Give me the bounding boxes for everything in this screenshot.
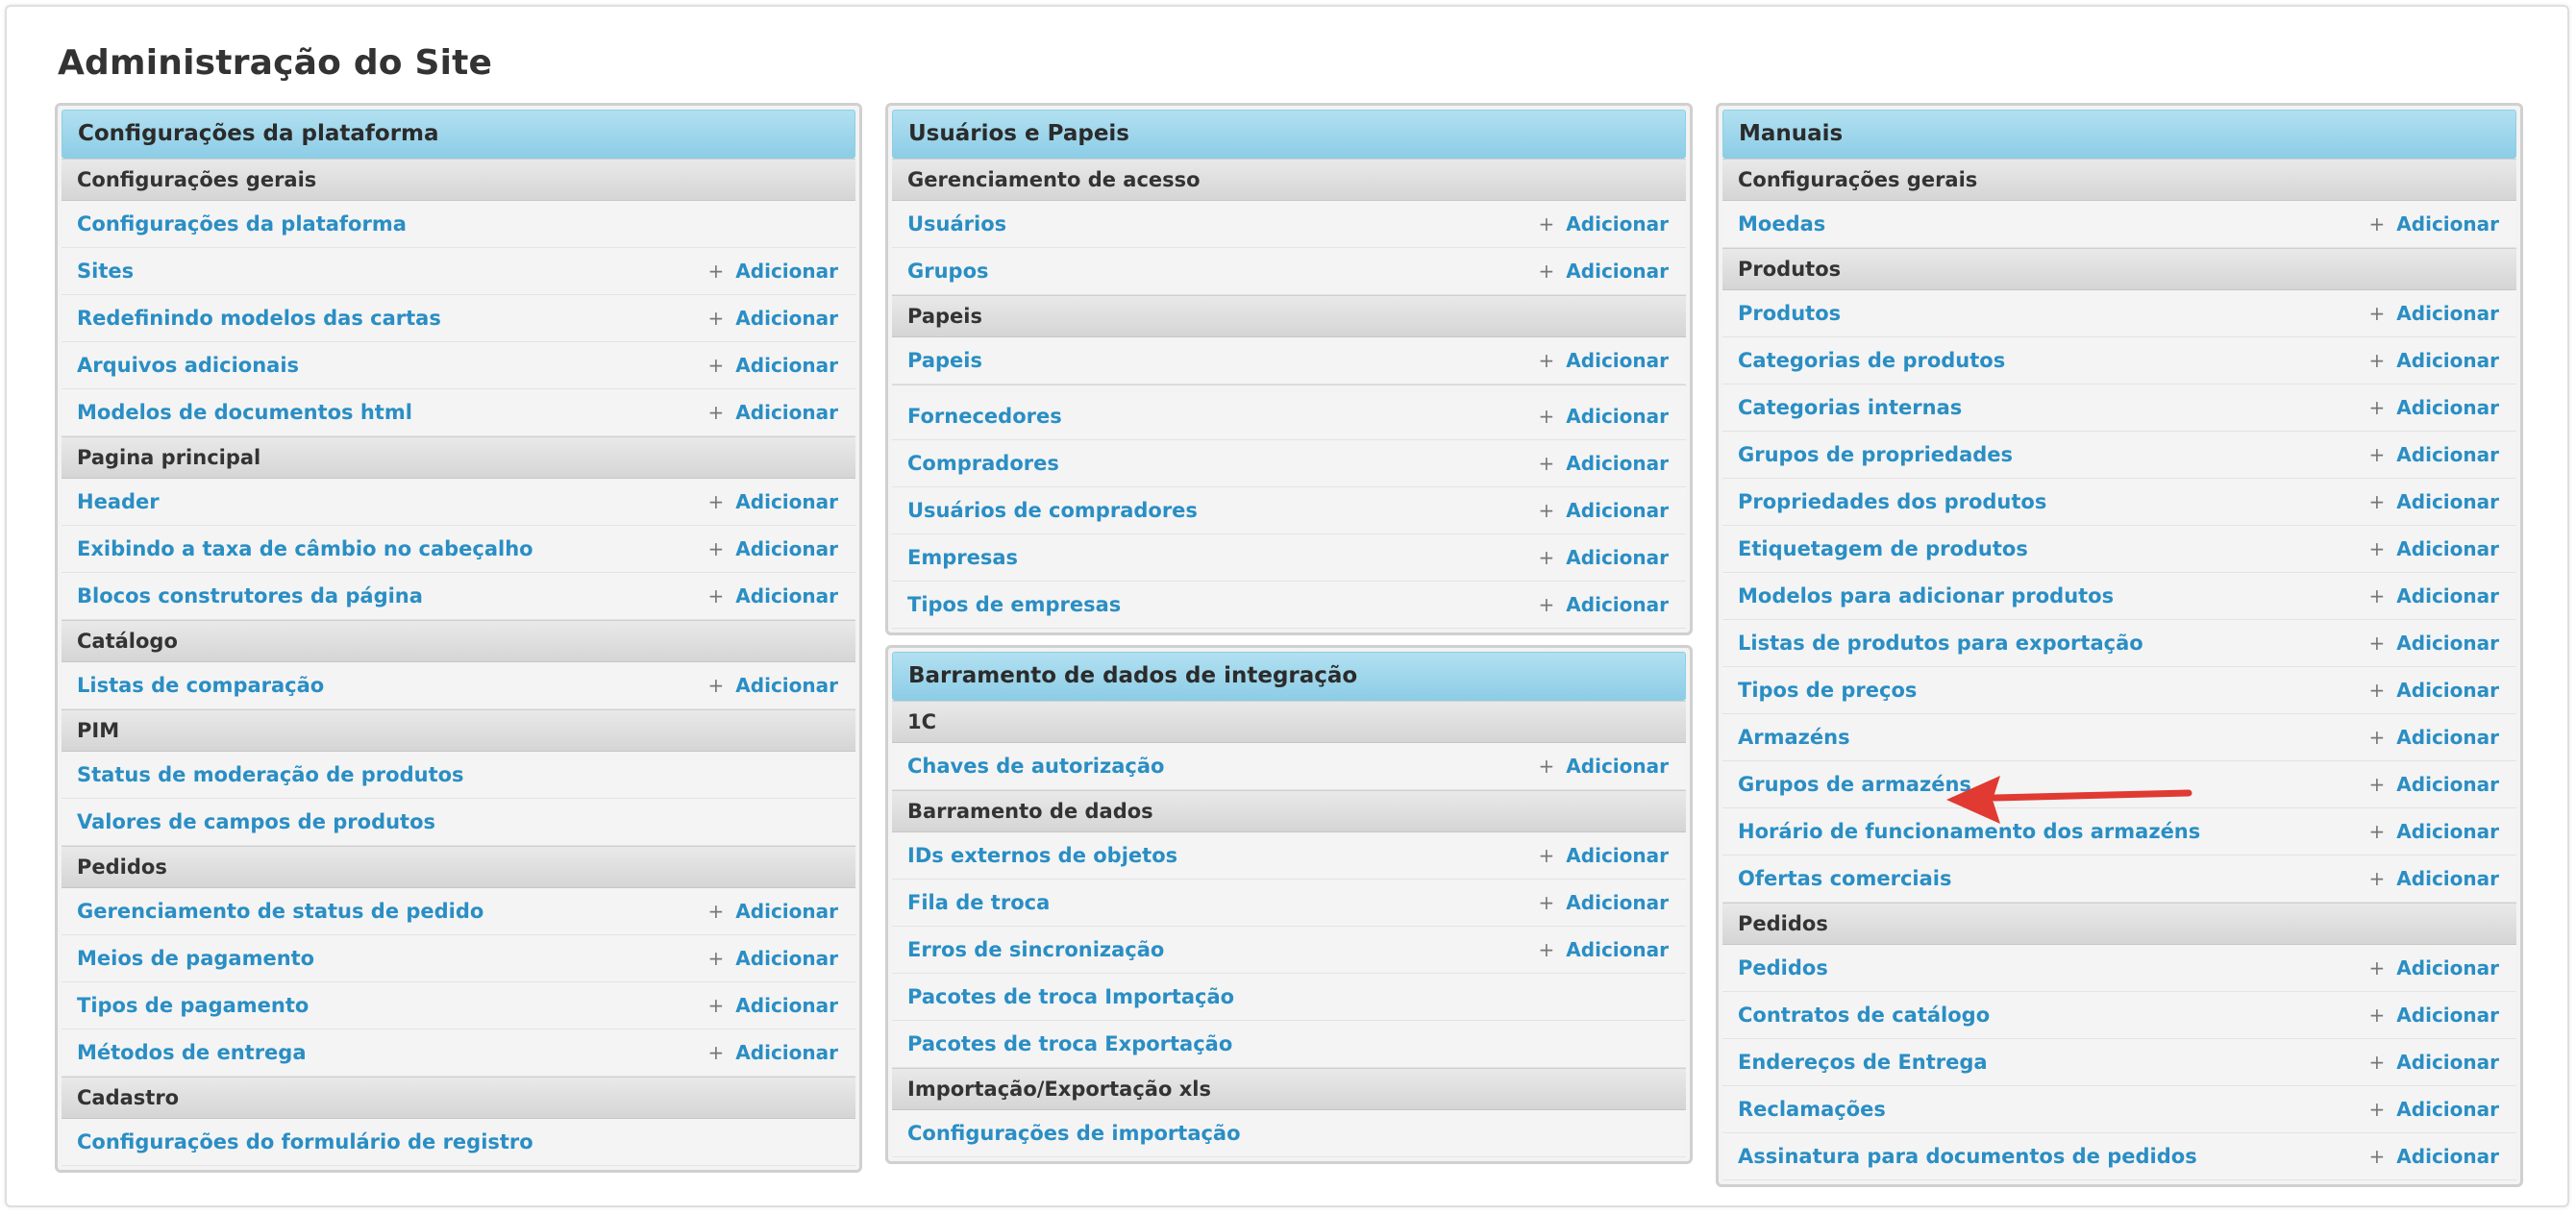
add-button[interactable] (1539, 534, 1669, 581)
add-label: Adicionar (1566, 891, 1669, 914)
add-label: Adicionar (735, 900, 838, 923)
add-label: Adicionar (2396, 349, 2499, 372)
add-label: Adicionar (2396, 956, 2499, 979)
link-configuracoes-do-formulario-de-registro[interactable]: Configurações do formulário de registro (77, 1130, 533, 1153)
add-button[interactable] (1539, 393, 1669, 439)
module-header: Configurações da plataforma (62, 110, 855, 159)
link-assinatura-para-documentos-de-pedidos[interactable]: Assinatura para documentos de pedidos (1738, 1145, 2197, 1168)
add-label: Adicionar (1566, 499, 1669, 522)
list-item (62, 888, 855, 935)
add-button[interactable] (708, 573, 838, 619)
plus-icon: + (1538, 755, 1555, 778)
link-listas-de-comparacao[interactable]: Listas de comparação (77, 674, 325, 697)
add-label: Adicionar (1566, 755, 1669, 778)
plus-icon: + (1538, 844, 1555, 867)
list-item (1722, 201, 2516, 248)
link-metodos-de-entrega[interactable]: Métodos de entrega (77, 1041, 307, 1064)
plus-icon: + (2368, 302, 2386, 325)
link-modelos-para-adicionar-produtos[interactable]: Modelos para adicionar produtos (1738, 584, 2115, 608)
add-button[interactable] (2369, 992, 2499, 1038)
section-header-configuracoes-gerais: Configurações gerais (1722, 159, 2516, 201)
section-header-importacao-exportacao-xls: Importação/Exportação xls (892, 1068, 1686, 1110)
link-valores-de-campos-de-produtos[interactable]: Valores de campos de produtos (77, 810, 436, 833)
link-redefinindo-modelos-das-cartas[interactable]: Redefinindo modelos das cartas (77, 307, 441, 330)
section-header-papeis: Papeis (892, 295, 1686, 337)
list-item (892, 337, 1686, 384)
list-item (62, 389, 855, 436)
list-item (62, 573, 855, 620)
plus-icon: + (2368, 349, 2386, 372)
section-header-pim: PIM (62, 709, 855, 752)
plus-icon: + (2368, 1004, 2386, 1027)
link-chaves-de-autorizacao[interactable]: Chaves de autorização (907, 755, 1165, 778)
list-item (1722, 1039, 2516, 1086)
list-item (62, 526, 855, 573)
link-moedas[interactable]: Moedas (1738, 212, 1826, 236)
plus-icon: + (2368, 584, 2386, 608)
link-listas-de-produtos-para-exportacao[interactable]: Listas de produtos para exportação (1738, 632, 2143, 655)
plus-icon: + (2368, 1098, 2386, 1121)
link-tipos-de-precos[interactable]: Tipos de preços (1738, 679, 1918, 702)
plus-icon: + (2368, 632, 2386, 655)
add-label: Adicionar (1566, 260, 1669, 283)
plus-icon: + (707, 900, 725, 923)
add-label: Adicionar (735, 674, 838, 697)
list-item (1722, 573, 2516, 620)
plus-icon: + (2368, 773, 2386, 796)
plus-icon: + (707, 307, 725, 330)
add-button[interactable] (2369, 337, 2499, 384)
list-item (62, 1119, 855, 1166)
add-button[interactable] (2369, 855, 2499, 902)
plus-icon: + (1538, 349, 1555, 372)
add-button[interactable] (2369, 290, 2499, 336)
add-label: Adicionar (2396, 537, 2499, 560)
add-label: Adicionar (2396, 396, 2499, 419)
add-button[interactable] (1539, 582, 1669, 628)
add-button[interactable] (1539, 440, 1669, 486)
module-header: Barramento de dados de integração (892, 652, 1686, 701)
section-header-pedidos: Pedidos (62, 846, 855, 888)
section-header-1c: 1C (892, 701, 1686, 743)
list-item (892, 248, 1686, 295)
add-label: Adicionar (1566, 349, 1669, 372)
plus-icon: + (2368, 1145, 2386, 1168)
link-usuarios[interactable]: Usuários (907, 212, 1007, 236)
link-propriedades-dos-produtos[interactable]: Propriedades dos produtos (1738, 490, 2047, 513)
plus-icon: + (1538, 260, 1555, 283)
plus-icon: + (707, 674, 725, 697)
list-item (1722, 432, 2516, 479)
link-status-de-moderacao-de-produtos[interactable]: Status de moderação de produtos (77, 763, 464, 786)
plus-icon: + (1538, 593, 1555, 616)
plus-icon: + (707, 1041, 725, 1064)
add-button[interactable] (708, 248, 838, 294)
list-item (62, 799, 855, 846)
add-button[interactable] (1539, 880, 1669, 926)
list-item (892, 440, 1686, 487)
list-item (62, 342, 855, 389)
add-label: Adicionar (735, 401, 838, 424)
add-label: Adicionar (2396, 1004, 2499, 1027)
add-button[interactable] (708, 1029, 838, 1076)
list-item (62, 201, 855, 248)
add-button[interactable] (2369, 479, 2499, 525)
link-categorias-internas[interactable]: Categorias internas (1738, 396, 1963, 419)
section-header-pagina-principal: Pagina principal (62, 436, 855, 479)
add-label: Adicionar (2396, 1098, 2499, 1121)
list-item (1722, 337, 2516, 384)
section-header-barramento-de-dados: Barramento de dados (892, 790, 1686, 832)
add-button[interactable] (1539, 832, 1669, 879)
page-title: Administração do Site (58, 43, 493, 83)
plus-icon: + (707, 354, 725, 377)
list-item (62, 295, 855, 342)
add-label: Adicionar (1566, 938, 1669, 961)
add-button[interactable] (2369, 1086, 2499, 1132)
plus-icon: + (707, 584, 725, 608)
link-produtos[interactable]: Produtos (1738, 302, 1842, 325)
list-item (892, 927, 1686, 974)
add-button[interactable] (1539, 927, 1669, 973)
add-label: Adicionar (2396, 1051, 2499, 1074)
add-button[interactable] (2369, 384, 2499, 431)
add-label: Adicionar (2396, 212, 2499, 236)
add-button[interactable] (1539, 201, 1669, 247)
section-header-configuracoes-gerais: Configurações gerais (62, 159, 855, 201)
module-header: Usuários e Papeis (892, 110, 1686, 159)
add-label: Adicionar (735, 490, 838, 513)
link-meios-de-pagamento[interactable]: Meios de pagamento (77, 947, 315, 970)
add-button[interactable] (2369, 201, 2499, 247)
list-item (892, 743, 1686, 790)
plus-icon: + (707, 401, 725, 424)
link-fila-de-troca[interactable]: Fila de troca (907, 891, 1051, 914)
add-button[interactable] (708, 342, 838, 388)
add-label: Adicionar (735, 354, 838, 377)
list-item (62, 982, 855, 1029)
section-header-pedidos: Pedidos (1722, 903, 2516, 945)
list-item (1722, 667, 2516, 714)
plus-icon: + (2368, 820, 2386, 843)
plus-icon: + (1538, 452, 1555, 475)
admin-page (5, 5, 2569, 1207)
plus-icon: + (1538, 212, 1555, 236)
link-sites[interactable]: Sites (77, 260, 135, 283)
link-configuracoes-da-plataforma[interactable]: Configurações da plataforma (77, 212, 407, 236)
module-configuracoes-da-plataforma (55, 103, 862, 1173)
list-item (892, 832, 1686, 880)
list-item (1722, 526, 2516, 573)
add-button[interactable] (2369, 761, 2499, 807)
link-categorias-de-produtos[interactable]: Categorias de produtos (1738, 349, 2006, 372)
link-pacotes-de-troca-importacao[interactable]: Pacotes de troca Importação (907, 985, 1235, 1008)
plus-icon: + (2368, 1051, 2386, 1074)
plus-icon: + (2368, 867, 2386, 890)
link-armazens[interactable]: Armazéns (1738, 726, 1850, 749)
link-tipos-de-pagamento[interactable]: Tipos de pagamento (77, 994, 310, 1017)
link-horario-de-funcionamento-dos-armazens[interactable]: Horário de funcionamento dos armazéns (1738, 820, 2201, 843)
add-label: Adicionar (2396, 490, 2499, 513)
add-label: Adicionar (735, 1041, 838, 1064)
plus-icon: + (2368, 537, 2386, 560)
add-button[interactable] (708, 526, 838, 572)
link-papeis[interactable]: Papeis (907, 349, 982, 372)
column-1 (55, 103, 862, 1182)
link-arquivos-adicionais[interactable]: Arquivos adicionais (77, 354, 300, 377)
add-label: Adicionar (2396, 632, 2499, 655)
link-configuracoes-de-importacao[interactable]: Configurações de importação (907, 1122, 1241, 1145)
list-item (1722, 714, 2516, 761)
plus-icon: + (2368, 443, 2386, 466)
link-compradores[interactable]: Compradores (907, 452, 1059, 475)
add-label: Adicionar (1566, 452, 1669, 475)
plus-icon: + (707, 537, 725, 560)
add-button[interactable] (708, 389, 838, 435)
add-label: Adicionar (2396, 773, 2499, 796)
module-header: Manuais (1722, 110, 2516, 159)
plus-icon: + (2368, 679, 2386, 702)
link-modelos-de-documentos-html[interactable]: Modelos de documentos html (77, 401, 412, 424)
add-button[interactable] (2369, 945, 2499, 991)
add-button[interactable] (2369, 1133, 2499, 1179)
list-item (1722, 384, 2516, 432)
list-item (62, 752, 855, 799)
add-label: Adicionar (2396, 820, 2499, 843)
list-item (892, 1021, 1686, 1068)
link-blocos-construtores-da-pagina[interactable]: Blocos construtores da página (77, 584, 423, 608)
list-item (892, 393, 1686, 440)
link-grupos-de-propriedades[interactable]: Grupos de propriedades (1738, 443, 2014, 466)
add-button[interactable] (2369, 620, 2499, 666)
add-label: Adicionar (1566, 405, 1669, 428)
plus-icon: + (2368, 956, 2386, 979)
link-etiquetagem-de-produtos[interactable]: Etiquetagem de produtos (1738, 537, 2028, 560)
list-item (892, 534, 1686, 582)
add-label: Adicionar (735, 584, 838, 608)
link-header[interactable]: Header (77, 490, 160, 513)
link-ofertas-comerciais[interactable]: Ofertas comerciais (1738, 867, 1952, 890)
plus-icon: + (707, 994, 725, 1017)
add-button[interactable] (1539, 743, 1669, 789)
add-label: Adicionar (2396, 1145, 2499, 1168)
list-item (892, 1110, 1686, 1157)
plus-icon: + (1538, 891, 1555, 914)
add-button[interactable] (2369, 432, 2499, 478)
list-item (892, 487, 1686, 534)
section-header-catalogo: Catálogo (62, 620, 855, 662)
add-label: Adicionar (735, 260, 838, 283)
link-contratos-de-catalogo[interactable]: Contratos de catálogo (1738, 1004, 1991, 1027)
list-item (892, 974, 1686, 1021)
list-item (1722, 945, 2516, 992)
add-label: Adicionar (2396, 584, 2499, 608)
add-button[interactable] (2369, 1039, 2499, 1085)
add-button[interactable] (708, 888, 838, 934)
add-button[interactable] (1539, 337, 1669, 384)
add-button[interactable] (2369, 714, 2499, 760)
link-enderecos-de-entrega[interactable]: Endereços de Entrega (1738, 1051, 1988, 1074)
plus-icon: + (1538, 405, 1555, 428)
module-manuais (1716, 103, 2523, 1187)
plus-icon: + (2368, 212, 2386, 236)
add-button[interactable] (708, 662, 838, 708)
link-grupos-de-armazens[interactable]: Grupos de armazéns (1738, 773, 1971, 796)
list-item (1722, 620, 2516, 667)
add-label: Adicionar (2396, 443, 2499, 466)
plus-icon: + (707, 490, 725, 513)
add-label: Adicionar (735, 307, 838, 330)
module-usuarios-e-papeis (885, 103, 1693, 635)
link-exibindo-a-taxa-de-cambio-no-cabecalho[interactable]: Exibindo a taxa de câmbio no cabeçalho (77, 537, 533, 560)
add-button[interactable] (2369, 667, 2499, 713)
list-item (1722, 290, 2516, 337)
add-label: Adicionar (735, 994, 838, 1017)
list-item (1722, 479, 2516, 526)
add-button[interactable] (2369, 808, 2499, 855)
add-label: Adicionar (2396, 679, 2499, 702)
link-reclamacoes[interactable]: Reclamações (1738, 1098, 1886, 1121)
add-button[interactable] (708, 935, 838, 981)
add-label: Adicionar (1566, 546, 1669, 569)
add-label: Adicionar (1566, 844, 1669, 867)
list-item (1722, 992, 2516, 1039)
list-item (1722, 1086, 2516, 1133)
add-label: Adicionar (735, 947, 838, 970)
add-button[interactable] (2369, 573, 2499, 619)
link-tipos-de-empresas[interactable]: Tipos de empresas (907, 593, 1122, 616)
link-fornecedores[interactable]: Fornecedores (907, 405, 1062, 428)
plus-icon: + (2368, 396, 2386, 419)
plus-icon: + (707, 947, 725, 970)
list-item (892, 880, 1686, 927)
list-item (62, 248, 855, 295)
list-item (892, 582, 1686, 629)
add-label: Adicionar (2396, 867, 2499, 890)
module-barramento-de-dados-de-integracao (885, 645, 1693, 1164)
list-item (1722, 1133, 2516, 1180)
column-2 (885, 103, 1693, 1174)
add-button[interactable] (2369, 526, 2499, 572)
plus-icon: + (2368, 490, 2386, 513)
add-label: Adicionar (1566, 593, 1669, 616)
list-item (892, 201, 1686, 248)
link-empresas[interactable]: Empresas (907, 546, 1019, 569)
add-button[interactable] (708, 479, 838, 525)
link-usuarios-de-compradores[interactable]: Usuários de compradores (907, 499, 1198, 522)
add-label: Adicionar (2396, 726, 2499, 749)
list-item (62, 662, 855, 709)
list-item (62, 479, 855, 526)
link-pacotes-de-troca-exportacao[interactable]: Pacotes de troca Exportação (907, 1032, 1233, 1055)
list-item (1722, 855, 2516, 903)
plus-icon: + (1538, 938, 1555, 961)
section-header-cadastro: Cadastro (62, 1077, 855, 1119)
column-3 (1716, 103, 2523, 1197)
plus-icon: + (1538, 499, 1555, 522)
plus-icon: + (707, 260, 725, 283)
add-label: Adicionar (2396, 302, 2499, 325)
add-button[interactable] (1539, 487, 1669, 533)
plus-icon: + (2368, 726, 2386, 749)
add-label: Adicionar (1566, 212, 1669, 236)
add-label: Adicionar (735, 537, 838, 560)
link-ids-externos-de-objetos[interactable]: IDs externos de objetos (907, 844, 1178, 867)
add-button[interactable] (1539, 248, 1669, 294)
plus-icon: + (1538, 546, 1555, 569)
list-item (62, 935, 855, 982)
add-button[interactable] (708, 295, 838, 341)
section-header-produtos: Produtos (1722, 248, 2516, 290)
add-button[interactable] (708, 982, 838, 1029)
link-erros-de-sincronizacao[interactable]: Erros de sincronização (907, 938, 1165, 961)
annotation-arrow-icon (1939, 766, 2198, 833)
link-gerenciamento-de-status-de-pedido[interactable]: Gerenciamento de status de pedido (77, 900, 484, 923)
section-divider (892, 384, 1686, 393)
link-pedidos[interactable]: Pedidos (1738, 956, 1828, 979)
link-grupos[interactable]: Grupos (907, 260, 989, 283)
list-item (62, 1029, 855, 1077)
section-header-gerenciamento-de-acesso: Gerenciamento de acesso (892, 159, 1686, 201)
